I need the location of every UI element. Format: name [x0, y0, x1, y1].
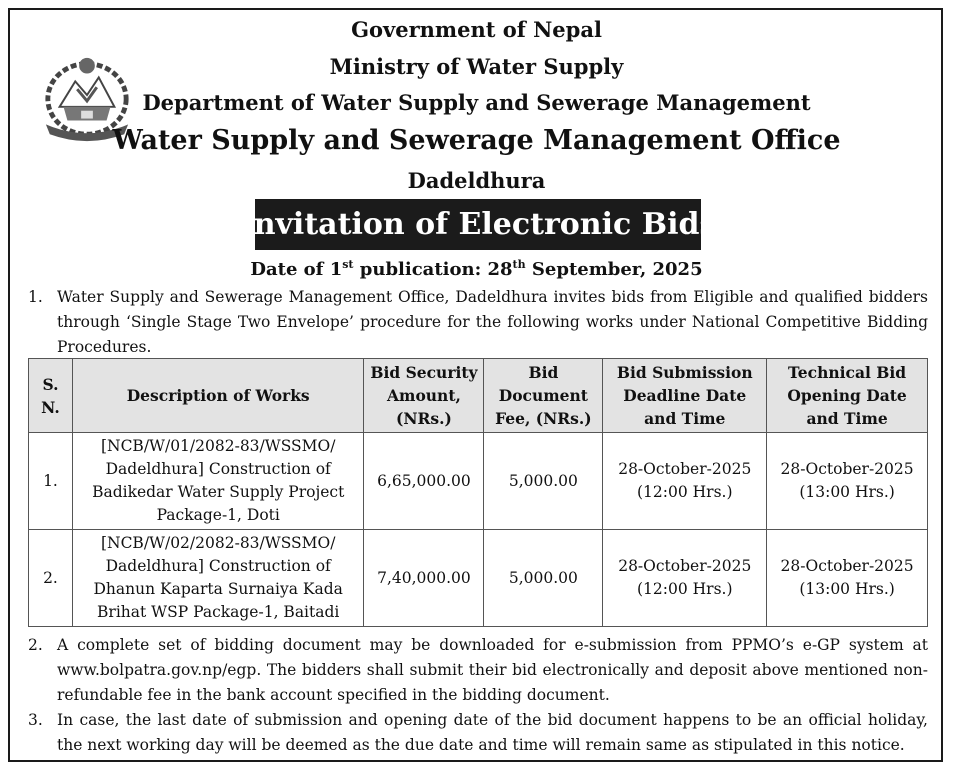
header-sn: S. N. [29, 359, 73, 433]
office-heading: Water Supply and Sewerage Management Office [112, 125, 841, 156]
works-table [28, 358, 928, 627]
paragraph-1 [28, 285, 928, 360]
cell-submission-deadline: 28-October-2025 (12:00 Hrs.) [603, 530, 767, 627]
paragraph-number: 2. [28, 636, 43, 654]
paragraph-3 [28, 708, 928, 758]
header-document-fee: Bid Document Fee, (NRs.) [484, 359, 603, 433]
cell-submission-deadline: 28-October-2025 (12:00 Hrs.) [603, 433, 767, 530]
cell-description: [NCB/W/02/2082-83/WSSMO/ Dadeldhura] Construction of Dhanun Kaparta Surnaiya Kada Brihat WSP Package-1, Baitadi [72, 530, 364, 627]
cell-bid-security: 6,65,000.00 [364, 433, 484, 530]
paragraph-2 [28, 633, 928, 708]
ministry-heading: Ministry of Water Supply [329, 54, 624, 79]
cell-sn: 2. [29, 530, 73, 627]
header-description: Description of Works [72, 359, 364, 433]
publication-date: Date of 1st publication: 28th September, 2025 [250, 258, 703, 280]
notice-title: Invitation of Electronic Bids [255, 199, 701, 250]
paragraph-text: In case, the last date of submission and opening date of the bid document happens to be an official holiday, the next working day will be deemed as the due date and time will remain same as stipulated in this notice. [57, 711, 928, 754]
cell-opening-date: 28-October-2025 (13:00 Hrs.) [767, 433, 928, 530]
cell-bid-security: 7,40,000.00 [364, 530, 484, 627]
paragraph-text: A complete set of bidding document may be downloaded for e-submission from PPMO’s e-GP system at www.bolpatra.gov.np/egp. The bidders shall submit their bid electronically and deposit above mentioned non-refundable fee in the bank account specified in the bidding document. [57, 636, 928, 704]
table-header-row [29, 359, 928, 433]
paragraph-number: 1. [28, 288, 43, 306]
header-opening-date: Technical Bid Opening Date and Time [767, 359, 928, 433]
cell-opening-date: 28-October-2025 (13:00 Hrs.) [767, 530, 928, 627]
paragraph-number: 3. [28, 711, 43, 729]
location-heading: Dadeldhura [407, 168, 546, 193]
cell-sn: 1. [29, 433, 73, 530]
government-heading: Government of Nepal [351, 17, 602, 42]
table-row [29, 433, 928, 530]
department-heading: Department of Water Supply and Sewerage Management [142, 90, 811, 115]
cell-description: [NCB/W/01/2082-83/WSSMO/ Dadeldhura] Construction of Badikedar Water Supply Project Package-1, Doti [72, 433, 364, 530]
paragraph-text: Water Supply and Sewerage Management Office, Dadeldhura invites bids from Eligible and qualified bidders through ‘Single Stage Two Envelope’ procedure for the following works under National Competitive Bidding Procedures. [57, 288, 928, 356]
header-submission-deadline: Bid Submission Deadline Date and Time [603, 359, 767, 433]
header-bid-security: Bid Security Amount, (NRs.) [364, 359, 484, 433]
table-row [29, 530, 928, 627]
cell-document-fee: 5,000.00 [484, 530, 603, 627]
cell-document-fee: 5,000.00 [484, 433, 603, 530]
